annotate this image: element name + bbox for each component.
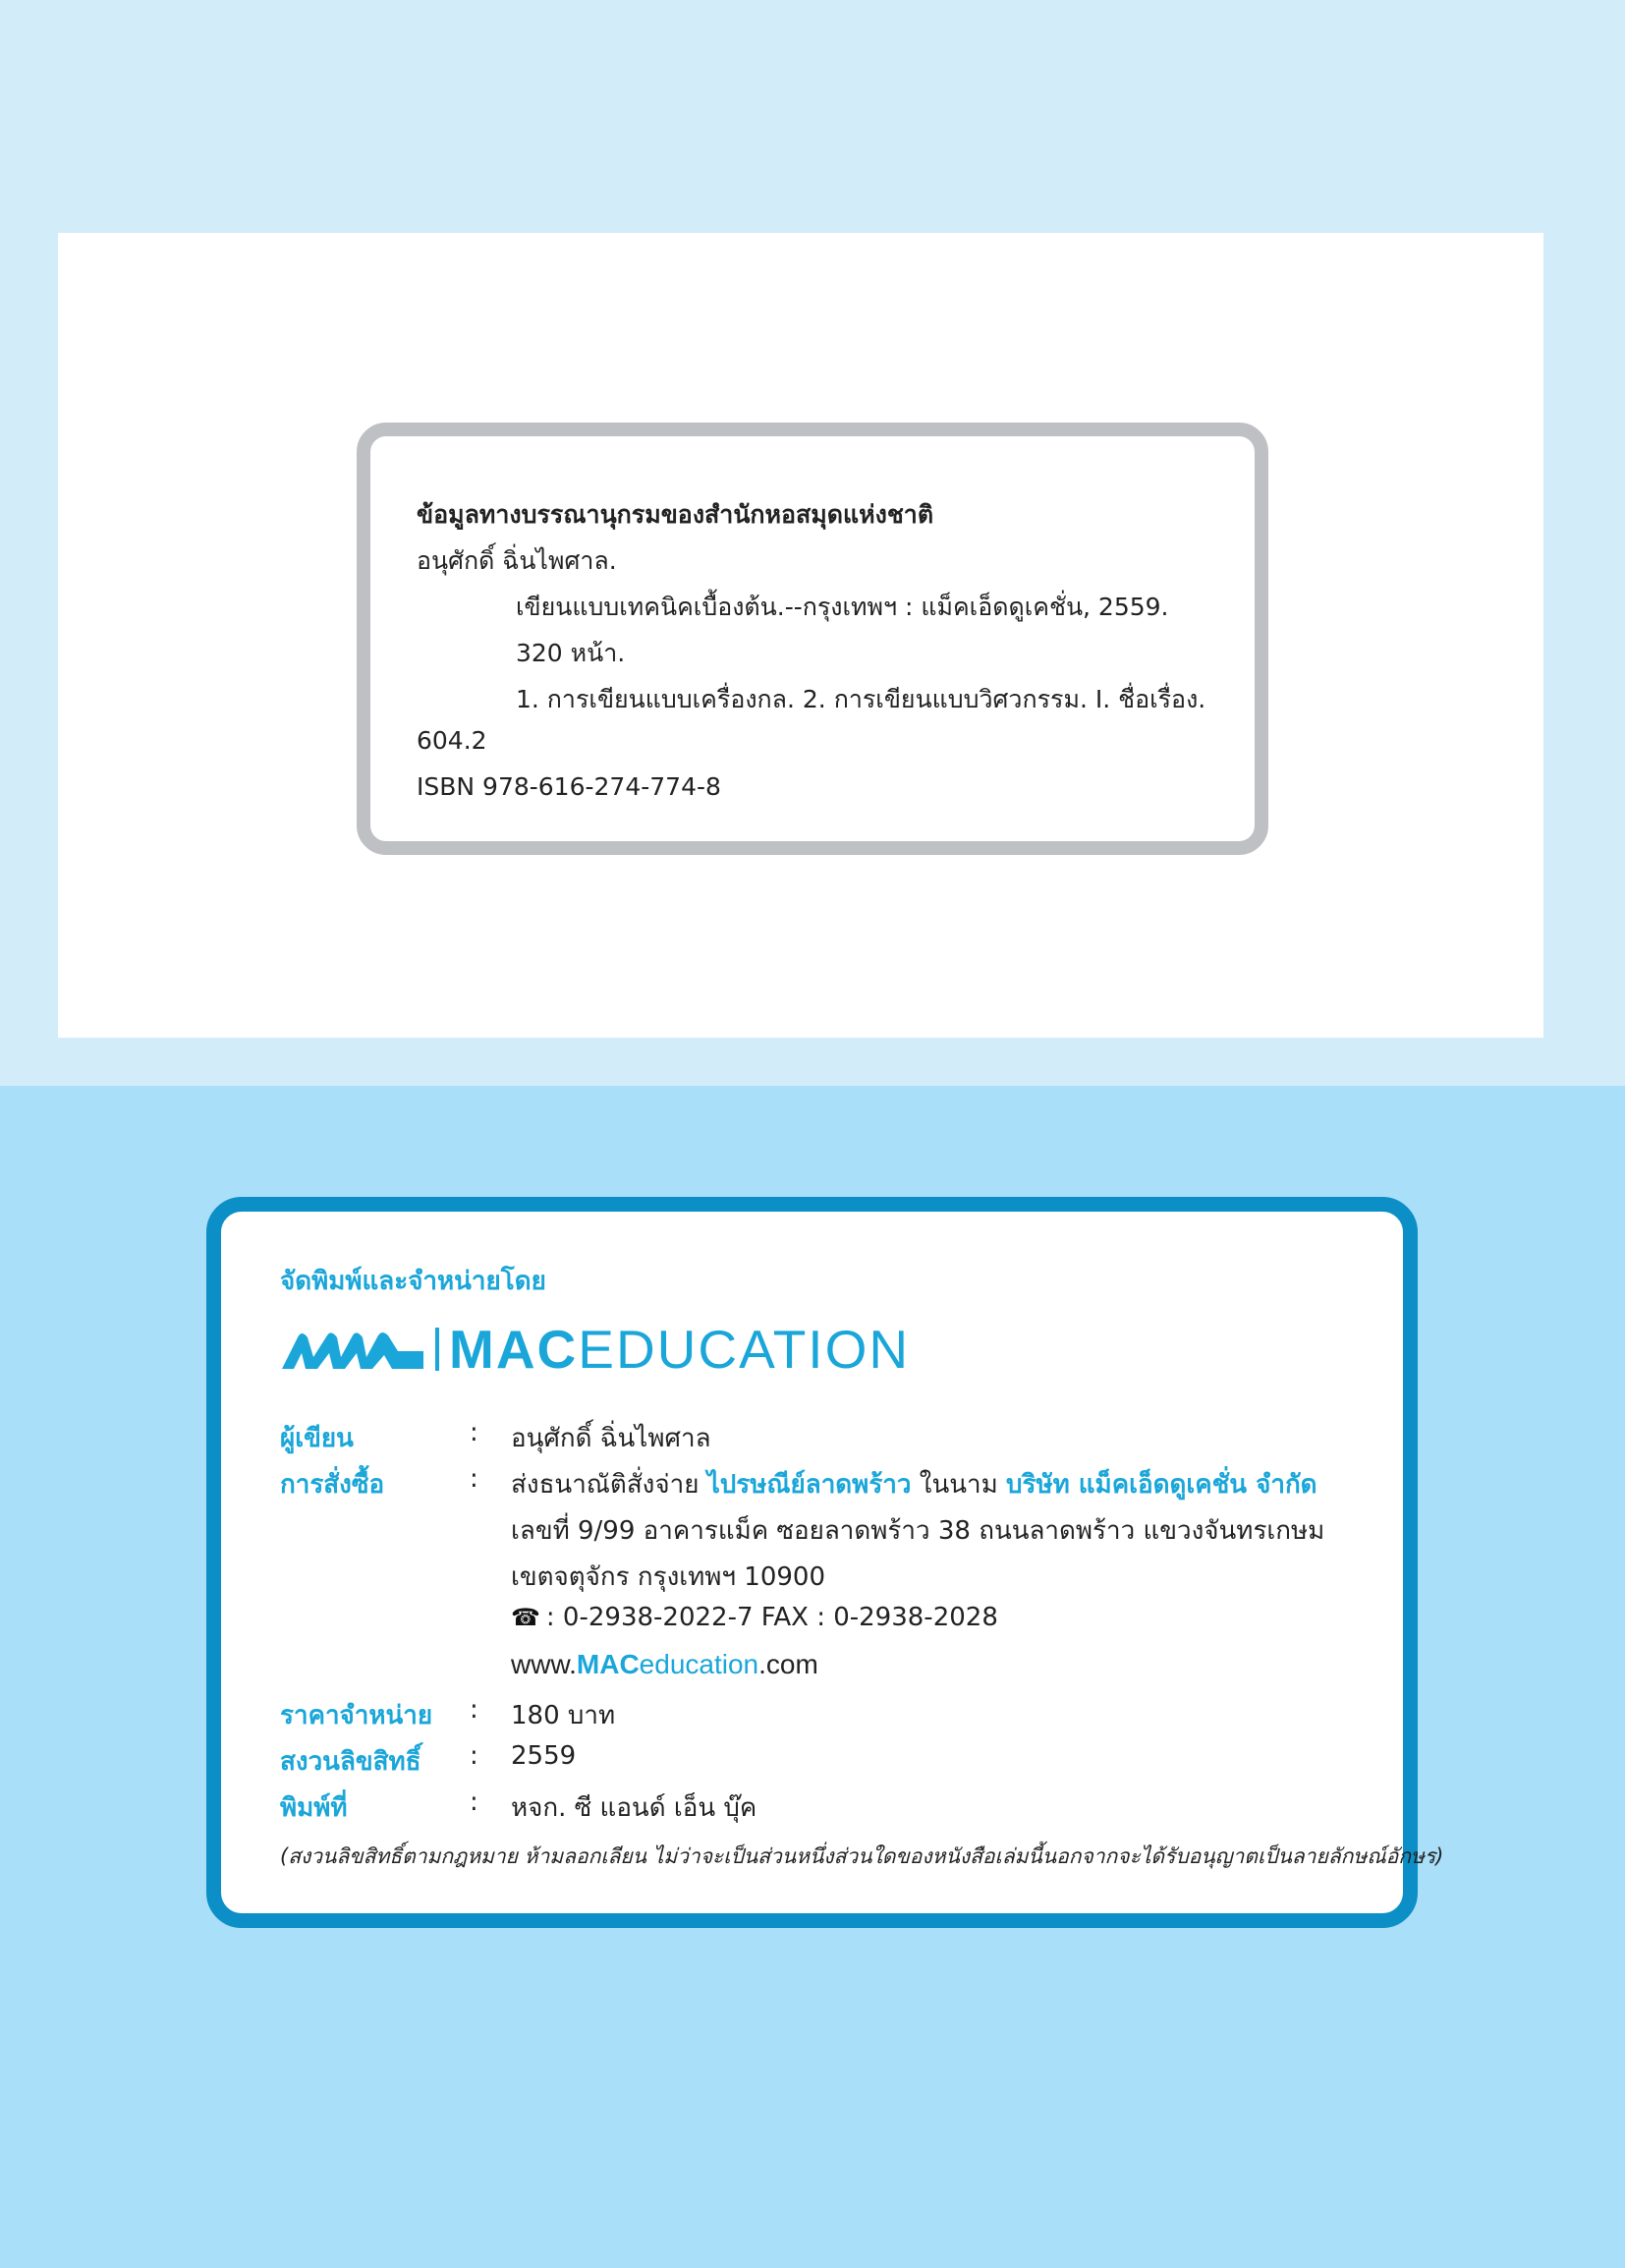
mac-logo-icon [280, 1328, 425, 1371]
cip-imprint: เขียนแบบเทคนิคเบื้องต้น.--กรุงเทพฯ : แม็คเอ็ดดูเคชั่น, 2559. [516, 593, 1169, 621]
colon: : [470, 1787, 478, 1817]
website-mac: MAC [576, 1649, 640, 1679]
colon: : [470, 1464, 478, 1494]
price-label: ราคาจำหน่าย [280, 1701, 433, 1730]
website-suffix: .com [758, 1649, 818, 1679]
phone-fax-text: : 0-2938-2022-7 FAX : 0-2938-2028 [545, 1603, 998, 1632]
order-value [511, 1464, 1317, 1504]
cip-pages: 320 หน้า. [516, 639, 626, 667]
logo-wordmark [449, 1320, 910, 1379]
website-education: education [639, 1649, 759, 1679]
address-line-1: เลขที่ 9/99 อาคารแม็ค ซอยลาดพร้าว 38 ถนนลาดพร้าว แขวงจันทรเกษม [511, 1516, 1325, 1546]
cip-class-number: 604.2 [417, 726, 487, 755]
logo-brand-bold: MAC [449, 1319, 579, 1380]
phone-line [511, 1603, 998, 1632]
cip-title: ข้อมูลทางบรรณานุกรมของสำนักหอสมุดแห่งชาติ [417, 500, 934, 529]
publisher-heading: จัดพิมพ์และจำหน่ายโดย [280, 1267, 546, 1296]
order-mid: ในนาม [919, 1470, 998, 1500]
colon: : [470, 1418, 478, 1447]
printer-label: พิมพ์ที่ [280, 1793, 348, 1823]
cip-subjects: 1. การเขียนแบบเครื่องกล. 2. การเขียนแบบวิศวกรรม. I. ชื่อเรื่อง. [516, 685, 1206, 713]
author-value: อนุศักดิ์ ฉิ่นไพศาล [511, 1424, 711, 1453]
logo-brand-light: EDUCATION [578, 1319, 911, 1380]
website-prefix: www. [511, 1649, 577, 1679]
cip-author: อนุศักดิ์ ฉิ่นไพศาล. [417, 546, 617, 575]
order-company: บริษัท แม็คเอ็ดดูเคชั่น จำกัด [1006, 1470, 1317, 1500]
publisher-box [206, 1197, 1444, 1928]
cip-isbn: ISBN 978-616-274-774-8 [417, 772, 721, 801]
mac-education-logo [280, 1320, 910, 1379]
website [511, 1649, 818, 1680]
colon: : [470, 1695, 478, 1725]
cip-data-box [357, 423, 1268, 855]
order-label: การสั่งซื้อ [280, 1470, 385, 1500]
price-value: 180 บาท [511, 1701, 616, 1730]
author-label: ผู้เขียน [280, 1424, 354, 1453]
order-prefix: ส่งธนาณัติสั่งจ่าย [511, 1470, 700, 1500]
printer-value: หจก. ซี แอนด์ เอ็น บุ๊ค [511, 1793, 757, 1823]
copyright-footnote: (สงวนลิขสิทธิ์ตามกฎหมาย ห้ามลอกเลียน ไม่ว่าจะเป็นส่วนหนึ่งส่วนใดของหนังสือเล่มนี้นอกจากจะได้รับอนุญาตเป็นลายลักษณ์อักษร) [280, 1844, 1444, 1868]
logo-separator [435, 1328, 439, 1371]
phone-icon: ☎ [511, 1604, 540, 1631]
address-line-2: เขตจตุจักร กรุงเทพฯ 10900 [511, 1562, 826, 1592]
order-post-office: ไปรษณีย์ลาดพร้าว [706, 1470, 912, 1500]
copyright-label: สงวนลิขสิทธิ์ [280, 1747, 421, 1777]
colon: : [470, 1741, 478, 1771]
copyright-value: 2559 [511, 1741, 577, 1771]
